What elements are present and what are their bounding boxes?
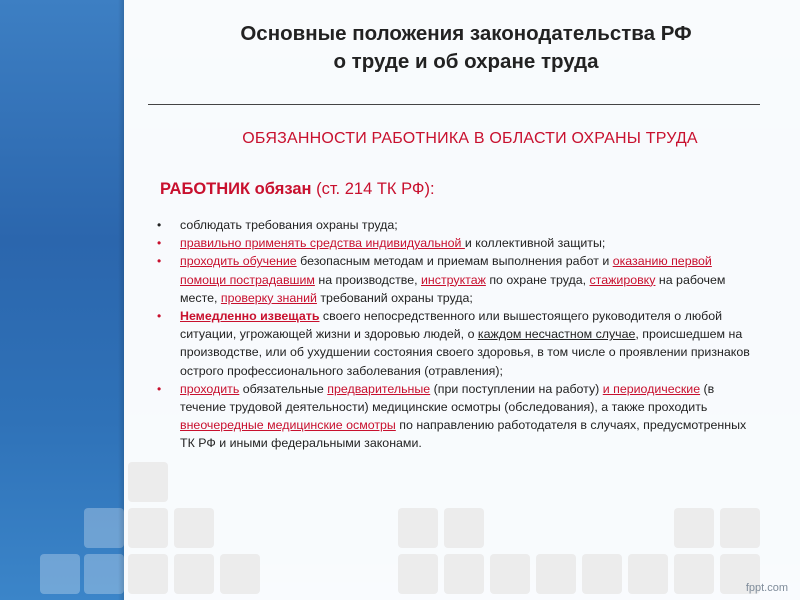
title-divider <box>148 104 760 105</box>
duty-link[interactable]: проходить обучение <box>180 254 297 269</box>
bg-tile <box>444 554 484 594</box>
duty-link[interactable]: каждом несчастном случае <box>477 327 636 342</box>
duty-text: своего непосредственного или вышестоящего руководителя о любой ситуации, угрожающей жизни и здоровью людей, о <box>180 309 723 342</box>
duty-link[interactable]: и периодические <box>602 381 701 396</box>
list-item <box>154 252 754 307</box>
bg-tile <box>674 554 714 594</box>
bg-tile <box>628 554 668 594</box>
duty-link[interactable]: проходить <box>180 381 240 396</box>
bg-tile <box>174 508 214 548</box>
list-item <box>154 234 754 252</box>
duties-list <box>154 216 754 453</box>
slide-panel <box>124 0 800 600</box>
bg-tile <box>40 554 80 594</box>
bg-tile <box>720 508 760 548</box>
duty-link[interactable]: стажировку <box>589 272 656 287</box>
bg-tile <box>128 462 168 502</box>
duty-text: (при поступлении на работу) <box>430 381 603 396</box>
bg-tile <box>174 554 214 594</box>
list-item <box>154 307 754 380</box>
duty-text: по охране труда, <box>485 272 590 287</box>
duty-link[interactable]: Немедленно извещать <box>180 309 320 324</box>
bg-tile <box>582 554 622 594</box>
lead-heading <box>160 180 435 199</box>
slide-title <box>148 20 784 76</box>
bg-tile <box>398 554 438 594</box>
duty-text: по направлению работодателя в случаях, предусмотренных ТК РФ и иными федеральными законами. <box>180 418 747 451</box>
title-line-1: Основные положения законодательства РФ <box>240 22 692 45</box>
bg-tile <box>674 508 714 548</box>
duty-link[interactable]: проверку знаний <box>220 290 317 305</box>
bg-tile <box>536 554 576 594</box>
bg-tile <box>490 554 530 594</box>
duty-link[interactable]: оказанию первой помощи пострадавшим <box>180 254 712 287</box>
duty-text: , происшедшем на производстве, или об ухудшении состояния своего здоровья, в том числе о проявлении признаков острого профессионального заболевания (отравления); <box>180 327 750 378</box>
list-item <box>154 380 754 453</box>
bg-tile <box>398 508 438 548</box>
duty-text: и коллективной защиты; <box>464 236 606 251</box>
duty-text: на рабочем месте, <box>180 272 726 305</box>
duty-link[interactable]: инструктаж <box>421 272 486 287</box>
bg-tile <box>444 508 484 548</box>
watermark: fppt.com <box>745 582 788 594</box>
duty-text: безопасным методам и приемам выполнения работ и <box>296 254 613 269</box>
duty-link[interactable]: правильно применять средства индивидуальной <box>180 236 465 251</box>
lead-reference: (ст. 214 ТК РФ): <box>311 180 435 198</box>
bg-tile <box>128 554 168 594</box>
bg-tile <box>128 508 168 548</box>
duty-text: требований охраны труда; <box>316 290 473 305</box>
lead-bold: РАБОТНИК обязан <box>160 180 312 198</box>
duty-text: обязательные <box>239 381 328 396</box>
duty-text: на производстве, <box>314 272 422 287</box>
duty-text: соблюдать требования охраны труда; <box>180 218 398 232</box>
duty-link[interactable]: внеочередные медицинские осмотры <box>180 418 396 433</box>
section-subtitle: ОБЯЗАННОСТИ РАБОТНИКА В ОБЛАСТИ ОХРАНЫ ТРУДА <box>242 130 698 147</box>
list-item <box>154 216 754 234</box>
duty-text: (в течение трудовой деятельности) медицинские осмотры (обследования), а также проходить <box>180 381 715 415</box>
duty-link[interactable]: предварительные <box>327 381 431 396</box>
bg-tile <box>220 554 260 594</box>
title-line-2: о труде и об охране труда <box>333 50 599 73</box>
